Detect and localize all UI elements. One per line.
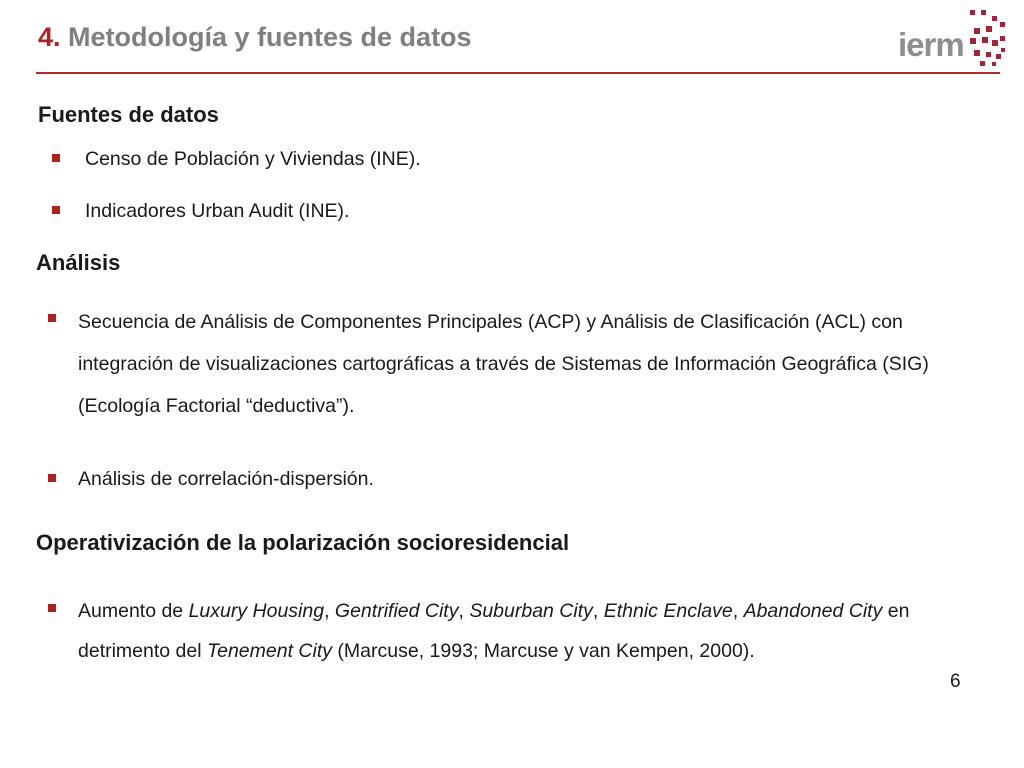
bullet-text: Indicadores Urban Audit (INE).	[85, 200, 350, 222]
title-number: 4.	[38, 22, 61, 52]
title-text: Metodología y fuentes de datos	[60, 22, 472, 52]
italic-term: Abandoned City	[743, 600, 883, 622]
bullet-item	[48, 301, 953, 427]
section-heading-fuentes: Fuentes de datos	[38, 102, 219, 127]
bullet-square-icon	[52, 206, 60, 214]
bullet-square-icon	[48, 474, 56, 482]
italic-term: Ethnic Enclave	[603, 600, 733, 622]
text-run: ,	[324, 600, 335, 622]
text-run: ,	[732, 600, 744, 622]
section-heading-analisis: Análisis	[36, 250, 121, 275]
bullet-text: Secuencia de Análisis de Componentes Principales (ACP) y Análisis de Clasificación (ACL) con integración de visualizaciones cartográficas a través de Sistemas de Información Geográfica (SIG) (Ecología Factorial “deductiva”).	[78, 311, 929, 417]
italic-term: Suburban City	[469, 600, 593, 622]
bullet-text: Análisis de correlación-dispersión.	[78, 468, 374, 490]
title-divider	[36, 72, 1000, 74]
text-run: (Marcuse, 1993; Marcuse y van Kempen, 2000).	[332, 640, 755, 662]
bullet-square-icon	[48, 314, 56, 322]
bullet-list-analisis	[48, 301, 953, 495]
page-number: 6	[950, 671, 961, 692]
text-run: ,	[592, 600, 604, 622]
italic-term: Luxury Housing	[188, 600, 325, 622]
text-run: ,	[458, 600, 470, 622]
bullet-item	[52, 198, 992, 224]
slide-title	[38, 22, 472, 53]
bullet-item	[48, 463, 953, 495]
text-run: Aumento de	[78, 600, 189, 622]
italic-term: Tenement City	[207, 640, 333, 662]
bullet-item	[52, 146, 992, 172]
iermb-logo	[898, 8, 1008, 68]
logo-text: ierm	[898, 26, 964, 63]
italic-term: Gentrified City	[334, 600, 459, 622]
bullet-square-icon	[48, 604, 56, 612]
bullet-text: Censo de Población y Viviendas (INE).	[85, 148, 421, 170]
bullet-item	[48, 591, 993, 671]
text-run: en detrimento del	[78, 600, 910, 662]
bullet-list-fuentes	[52, 146, 992, 224]
logo-mark-icon	[970, 8, 1006, 68]
bullet-text	[78, 591, 993, 671]
section-heading-operativizacion: Operativización de la polarización socioresidencial	[36, 530, 570, 555]
bullet-square-icon	[52, 154, 60, 162]
bullet-list-operativizacion	[48, 591, 993, 671]
